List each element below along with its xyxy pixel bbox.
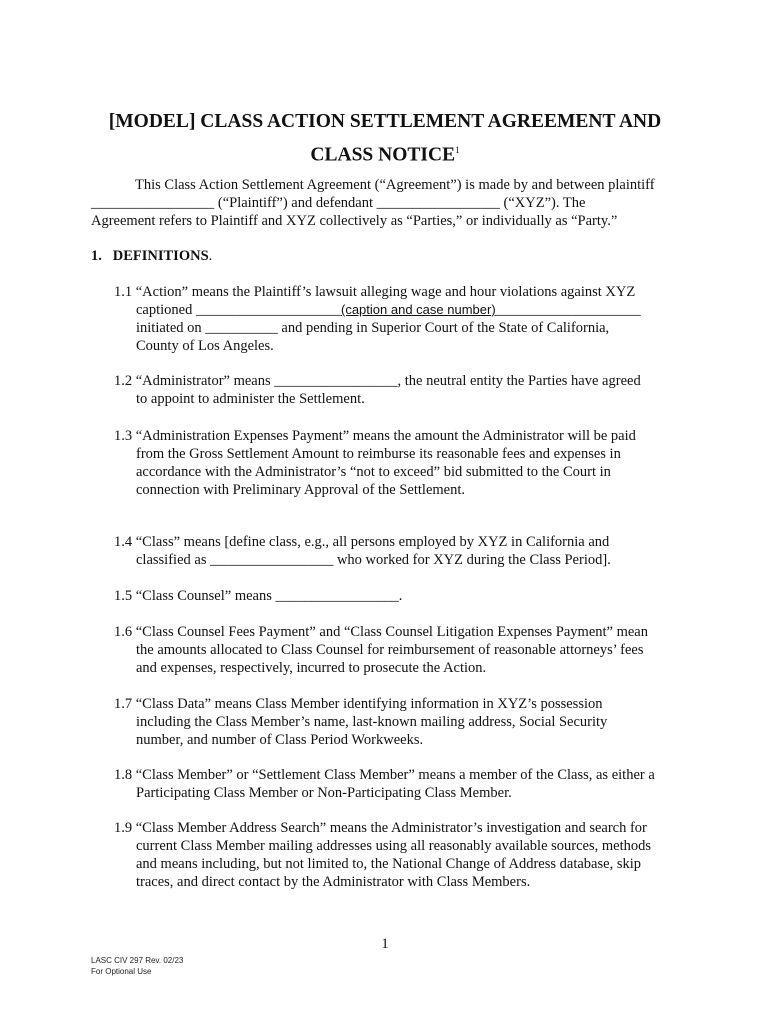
definition-line: County of Los Angeles. xyxy=(136,338,274,354)
title-line-2-text: CLASS NOTICE xyxy=(310,144,456,166)
definition-1-2 xyxy=(114,372,694,408)
definition-line: accordance with the Administrator’s “not to exceed” bid submitted to the Court in xyxy=(136,464,611,480)
intro-paragraph xyxy=(91,176,691,230)
definition-line: current Class Member mailing addresses using all reasonably available sources, methods xyxy=(136,838,652,854)
definition-1-5 xyxy=(114,587,694,605)
definition-line: 1.5 “Class Counsel” means _________________. xyxy=(114,588,403,604)
definition-line: 1.6 “Class Counsel Fees Payment” and “Class Counsel Litigation Expenses Payment” mean xyxy=(114,624,648,640)
definition-line: classified as _________________ who worked for XYZ during the Class Period]. xyxy=(136,552,611,568)
caption-blank-tail: ____________________ xyxy=(495,302,641,318)
definition-line: 1.4 “Class” means [define class, e.g., all persons employed by XYZ in California and xyxy=(114,534,610,550)
section-number: 1. xyxy=(91,248,102,264)
definition-line: the amounts allocated to Class Counsel for reimbursement of reasonable attorneys’ fees xyxy=(136,642,644,658)
definition-line: 1.9 “Class Member Address Search” means the Administrator’s investigation and search for xyxy=(114,820,647,836)
title-line-1: [MODEL] CLASS ACTION SETTLEMENT AGREEMENT AND xyxy=(108,111,662,132)
intro-line-3: Agreement refers to Plaintiff and XYZ collectively as “Parties,” or individually as “Party.” xyxy=(91,213,618,229)
definition-line: traces, and direct contact by the Administrator with Class Members. xyxy=(136,874,531,890)
definition-1-4 xyxy=(114,533,694,569)
document-title xyxy=(80,108,690,170)
title-line-2 xyxy=(80,136,690,170)
section-heading xyxy=(91,247,212,265)
definition-line: from the Gross Settlement Amount to reimburse its reasonable fees and expenses in xyxy=(136,446,621,462)
definition-line: 1.8 “Class Member” or “Settlement Class Member” means a member of the Class, as either a xyxy=(114,767,655,783)
intro-line-1: This Class Action Settlement Agreement (“Agreement”) is made by and between plaintiff xyxy=(135,177,655,193)
definition-line: number, and number of Class Period Workweeks. xyxy=(136,732,424,748)
definition-line: Participating Class Member or Non-Participating Class Member. xyxy=(136,785,512,801)
definition-1-1 xyxy=(114,283,694,355)
definition-line: initiated on __________ and pending in Superior Court of the State of California, xyxy=(136,320,610,336)
form-id: LASC CIV 297 Rev. 02/23 xyxy=(91,956,184,965)
definition-1-6 xyxy=(114,623,694,677)
definition-1-7 xyxy=(114,695,694,749)
definition-line: to appoint to administer the Settlement. xyxy=(136,391,365,407)
caption-fill-text: (caption and case number) xyxy=(341,302,496,317)
definition-line: connection with Preliminary Approval of the Settlement. xyxy=(136,482,465,498)
definition-line: and means including, but not limited to, the National Change of Address database, skip xyxy=(136,856,641,872)
definition-line: and expenses, respectively, incurred to prosecute the Action. xyxy=(136,660,487,676)
footer-note: For Optional Use xyxy=(91,967,152,976)
definition-1-3 xyxy=(114,427,694,499)
definition-line: 1.1 “Action” means the Plaintiff’s lawsuit alleging wage and hour violations against XYZ xyxy=(114,284,636,300)
section-title: DEFINITIONS xyxy=(112,248,209,264)
intro-line-2: _________________ (“Plaintiff”) and defendant _________________ (“XYZ”). The xyxy=(91,195,586,211)
footnote-mark[interactable]: 1 xyxy=(455,145,460,155)
page-footer xyxy=(91,955,183,977)
definition-line: including the Class Member’s name, last-known mailing address, Social Security xyxy=(136,714,608,730)
caption-label: captioned ____________________ xyxy=(136,302,341,318)
definition-line: 1.7 “Class Data” means Class Member identifying information in XYZ’s possession xyxy=(114,696,603,712)
definition-line: 1.3 “Administration Expenses Payment” means the amount the Administrator will be paid xyxy=(114,428,636,444)
page-number: 1 xyxy=(381,936,389,952)
definition-line: 1.2 “Administrator” means _________________, the neutral entity the Parties have agreed xyxy=(114,373,641,389)
definition-1-9 xyxy=(114,819,694,891)
definition-line xyxy=(114,301,694,319)
section-period: . xyxy=(208,248,213,264)
definition-1-8 xyxy=(114,766,694,802)
